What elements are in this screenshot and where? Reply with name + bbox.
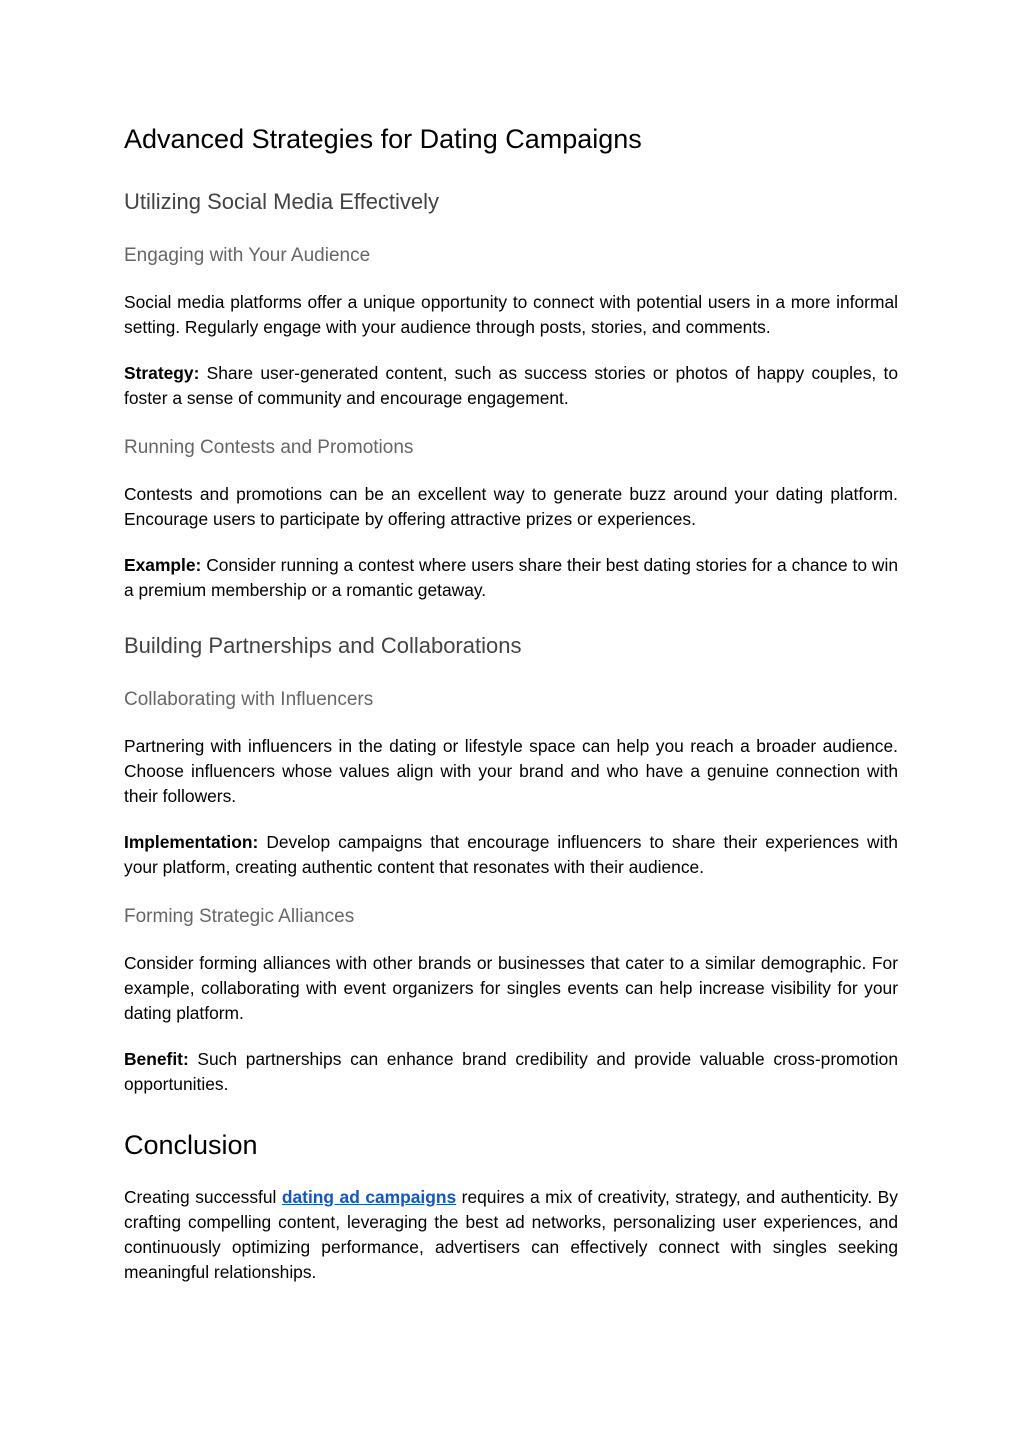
paragraph-alliances: Consider forming alliances with other brands or businesses that cater to a similar demographic. For example, collaborating with event organizers for singles events can help increase visibility for your dating platform. xyxy=(124,953,898,1023)
note-text: Share user-generated content, such as success stories or photos of happy couples, to foster a sense of community and encourage engagement. xyxy=(124,363,898,408)
document-title: Advanced Strategies for Dating Campaigns xyxy=(124,124,642,154)
note-text: Consider running a contest where users share their best dating stories for a chance to win a premium membership or a romantic getaway. xyxy=(124,555,898,600)
paragraph-engaging: Social media platforms offer a unique opportunity to connect with potential users in a more informal setting. Regularly engage with your audience through posts, stories, and comments. xyxy=(124,292,898,337)
paragraph-influencers: Partnering with influencers in the dating or lifestyle space can help you reach a broader audience. Choose influencers whose values align with your brand and who have a genuine connection with their followers. xyxy=(124,736,898,806)
section-heading-partnerships: Building Partnerships and Collaborations xyxy=(124,633,522,658)
note-label: Strategy: xyxy=(124,363,200,383)
subsection-heading-engaging: Engaging with Your Audience xyxy=(124,245,371,266)
note-label: Benefit: xyxy=(124,1049,189,1069)
note-strategy xyxy=(124,361,898,411)
note-example xyxy=(124,553,898,603)
paragraph-contests: Contests and promotions can be an excellent way to generate buzz around your dating platform. Encourage users to participate by offering attractive prizes or experiences. xyxy=(124,484,898,529)
note-label: Implementation: xyxy=(124,832,259,852)
conclusion-heading: Conclusion xyxy=(124,1130,258,1160)
subsection-heading-alliances: Forming Strategic Alliances xyxy=(124,906,355,927)
conclusion-text-before: Creating successful xyxy=(124,1187,277,1207)
dating-ad-campaigns-link[interactable]: dating ad campaigns xyxy=(281,1187,457,1207)
subsection-heading-influencers: Collaborating with Influencers xyxy=(124,689,374,710)
note-implementation xyxy=(124,830,898,880)
section-heading-social-media: Utilizing Social Media Effectively xyxy=(124,189,440,214)
note-text: Such partnerships can enhance brand credibility and provide valuable cross-promotion opportunities. xyxy=(124,1049,898,1094)
note-text: Develop campaigns that encourage influencers to share their experiences with your platform, creating authentic content that resonates with their audience. xyxy=(124,832,898,877)
note-label: Example: xyxy=(124,555,202,575)
note-benefit xyxy=(124,1047,898,1097)
conclusion-text-after: requires a mix of creativity, strategy, and authenticity. By crafting compelling content, leveraging the best ad networks, personalizing user experiences, and continuously optimizing performance, advertisers can effectively connect with singles seeking meaningful relationships. xyxy=(124,1187,898,1282)
subsection-heading-contests: Running Contests and Promotions xyxy=(124,437,414,458)
paragraph-conclusion xyxy=(124,1185,898,1285)
